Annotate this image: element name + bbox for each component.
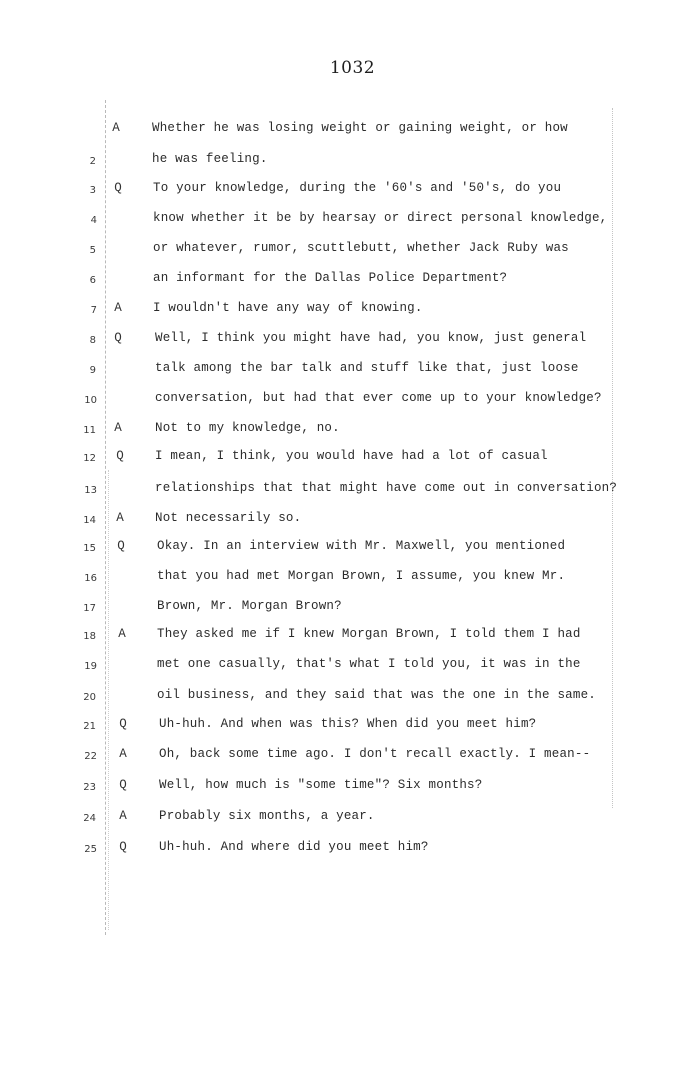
line-number: 17	[83, 603, 96, 614]
line-number: 15	[83, 543, 96, 554]
line-number: 9	[89, 365, 96, 376]
line-text: Okay. In an interview with Mr. Maxwell, you mentioned	[157, 539, 566, 553]
line-text: Well, I think you might have had, you know, just general	[155, 331, 587, 345]
line-number: 18	[83, 631, 96, 642]
line-number: 19	[84, 661, 97, 672]
line-number: 16	[84, 573, 97, 584]
line-text: conversation, but had that ever come up to your knowledge?	[155, 391, 602, 405]
speaker-label: A	[119, 747, 127, 761]
transcript-line	[0, 331, 691, 351]
line-text: he was feeling.	[152, 152, 268, 166]
transcript-line	[0, 301, 691, 321]
line-text: know whether it be by hearsay or direct personal knowledge,	[153, 211, 608, 225]
line-number: 3	[89, 185, 96, 196]
transcript-line	[0, 599, 691, 619]
speaker-label: A	[118, 627, 126, 641]
line-text: Well, how much is "some time"? Six months?	[159, 778, 483, 792]
transcript-line	[0, 241, 691, 261]
speaker-label: Q	[119, 717, 127, 731]
line-number: 12	[83, 453, 96, 464]
transcript-line	[0, 391, 691, 411]
line-text: talk among the bar talk and stuff like that, just loose	[155, 361, 579, 375]
transcript-line	[0, 809, 691, 829]
transcript-line	[0, 657, 691, 677]
transcript-line	[0, 511, 691, 531]
page-number: 1032	[329, 58, 376, 78]
line-text: To your knowledge, during the '60's and '50's, do you	[153, 181, 562, 195]
transcript-line	[0, 152, 691, 172]
transcript-line	[0, 717, 691, 737]
transcript-line	[0, 421, 691, 441]
transcript-line	[0, 181, 691, 201]
speaker-label: Q	[116, 449, 124, 463]
line-number: 10	[84, 395, 97, 406]
transcript-line	[0, 840, 691, 860]
line-number: 6	[89, 275, 96, 286]
transcript-line	[0, 481, 691, 501]
line-text: Uh-huh. And when was this? When did you meet him?	[159, 717, 537, 731]
line-number: 13	[84, 485, 97, 496]
line-text: Uh-huh. And where did you meet him?	[159, 840, 429, 854]
transcript-line	[0, 778, 691, 798]
line-text: Not necessarily so.	[155, 511, 302, 525]
transcript-line	[0, 627, 691, 647]
line-text: They asked me if I knew Morgan Brown, I told them I had	[157, 627, 581, 641]
line-text: Brown, Mr. Morgan Brown?	[157, 599, 342, 613]
line-number: 5	[89, 245, 96, 256]
speaker-label: A	[114, 421, 122, 435]
speaker-label: A	[119, 809, 127, 823]
line-number: 2	[89, 156, 96, 167]
transcript-line	[0, 271, 691, 291]
line-number: 14	[83, 515, 96, 526]
speaker-label: Q	[119, 840, 127, 854]
line-number: 21	[83, 721, 96, 732]
line-text: Not to my knowledge, no.	[155, 421, 340, 435]
speaker-label: Q	[114, 331, 122, 345]
speaker-label: Q	[117, 539, 125, 553]
line-text: I mean, I think, you would have had a lot of casual	[155, 449, 548, 463]
speaker-label: A	[112, 121, 120, 135]
line-number: 11	[83, 425, 96, 436]
transcript-line	[0, 688, 691, 708]
line-text: oil business, and they said that was the one in the same.	[157, 688, 596, 702]
line-text: relationships that that might have come out in conversation?	[155, 481, 618, 495]
speaker-label: A	[114, 301, 122, 315]
line-text: I wouldn't have any way of knowing.	[153, 301, 423, 315]
line-number: 23	[83, 782, 96, 793]
speaker-label: A	[116, 511, 124, 525]
transcript-line	[0, 361, 691, 381]
line-number: 20	[83, 692, 96, 703]
line-text: that you had met Morgan Brown, I assume, you knew Mr.	[157, 569, 566, 583]
transcript-line	[0, 747, 691, 767]
line-number: 8	[89, 335, 96, 346]
line-text: met one casually, that's what I told you, it was in the	[157, 657, 581, 671]
line-text: an informant for the Dallas Police Department?	[153, 271, 508, 285]
transcript-line	[0, 121, 691, 141]
line-number: 7	[90, 305, 97, 316]
line-number: 4	[90, 215, 97, 226]
transcript-line	[0, 539, 691, 559]
transcript-line	[0, 569, 691, 589]
line-number: 25	[84, 844, 97, 855]
transcript-line	[0, 211, 691, 231]
speaker-label: Q	[114, 181, 122, 195]
line-text: Whether he was losing weight or gaining weight, or how	[152, 121, 568, 135]
line-text: or whatever, rumor, scuttlebutt, whether Jack Ruby was	[153, 241, 569, 255]
line-number: 22	[84, 751, 97, 762]
line-text: Oh, back some time ago. I don't recall exactly. I mean--	[159, 747, 591, 761]
transcript-line	[0, 449, 691, 469]
speaker-label: Q	[119, 778, 127, 792]
line-number: 24	[83, 813, 96, 824]
line-text: Probably six months, a year.	[159, 809, 375, 823]
